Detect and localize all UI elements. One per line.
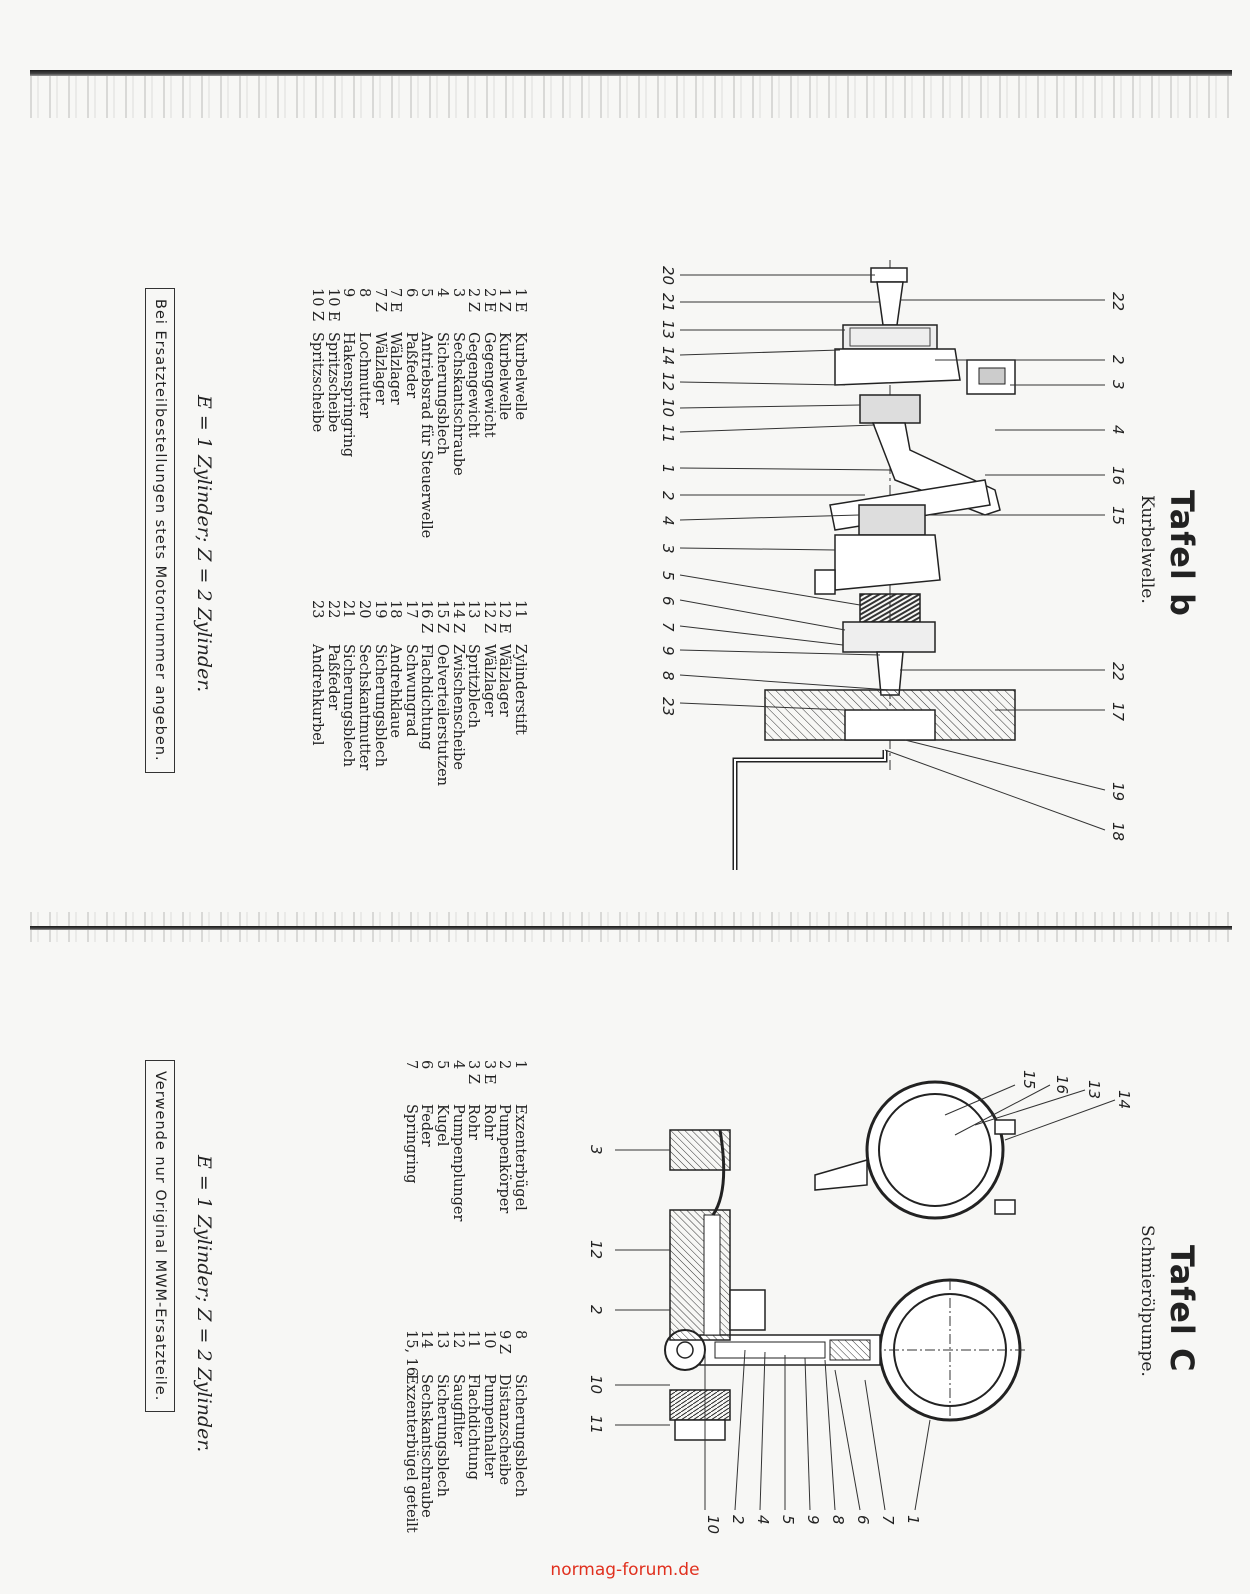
part-row: 2 Z Gegengewicht xyxy=(465,288,482,438)
part-row: 13 Spritzblech xyxy=(465,600,482,729)
callout: 9 xyxy=(659,646,677,656)
callout: 5 xyxy=(779,1515,797,1525)
callout: 12 xyxy=(587,1240,605,1260)
callout: 6 xyxy=(854,1515,872,1525)
callout: 12 xyxy=(659,372,677,392)
scan-edge-top xyxy=(30,70,1232,76)
crankshaft-drawing xyxy=(655,150,1135,910)
callout: 8 xyxy=(659,671,677,681)
part-row: 3 Z Rohr xyxy=(465,1060,482,1140)
part-row: 19 Sicherungsblech xyxy=(371,600,388,767)
part-row: 12 Z Wälzlager xyxy=(480,600,497,717)
tafel-b-parts-left xyxy=(309,288,527,538)
part-row: 15, 16 Exzenterbügel geteilt xyxy=(402,1330,419,1533)
part-row: 2 Pumpenkörper xyxy=(496,1060,513,1214)
tafel-b-box-note: Bei Ersatzteilbestellungen stets Motornummer angeben. xyxy=(145,288,175,773)
callout: 10 xyxy=(659,398,677,418)
tafel-b-title: Tafel b xyxy=(1163,490,1201,617)
callout: 22 xyxy=(1109,292,1127,312)
part-row: 15 Z Oelverteilerstutzen xyxy=(434,600,451,786)
callout: 4 xyxy=(1109,425,1127,435)
site-watermark: normag-forum.de xyxy=(550,1560,700,1580)
callout: 13 xyxy=(1085,1080,1103,1100)
part-row: 7 Springring xyxy=(402,1060,419,1184)
part-row: 4 Sicherungsblech xyxy=(434,288,451,455)
part-row: 7 Z Wälzlager xyxy=(371,288,388,405)
callout: 2 xyxy=(587,1305,605,1315)
callout: 11 xyxy=(587,1415,605,1435)
tafel-c-parts-right xyxy=(402,1330,527,1533)
callout: 11 xyxy=(659,424,677,444)
callout: 3 xyxy=(587,1145,605,1155)
tafel-c-page xyxy=(125,1040,1215,1580)
callout: 13 xyxy=(659,320,677,340)
part-row: 21 Sicherungsblech xyxy=(340,600,357,767)
callout: 3 xyxy=(659,544,677,554)
part-row: 23 Andrehkurbel xyxy=(309,600,326,746)
part-row: 6 Feder xyxy=(418,1060,435,1147)
callout: 4 xyxy=(754,1515,772,1525)
part-row: 3 Sechskantschraube xyxy=(449,288,466,476)
part-row: 2 E Gegengewicht xyxy=(480,288,497,438)
page-fold-line xyxy=(30,926,1232,930)
part-row: 3 E Rohr xyxy=(480,1060,497,1140)
callout: 2 xyxy=(729,1515,747,1525)
part-row: 14 Sechskantschraube xyxy=(418,1330,435,1518)
tafel-b-page xyxy=(125,150,1215,910)
tafel-b-formula: E = 1 Zylinder; Z = 2 Zylinder. xyxy=(193,395,215,693)
part-row: 10 E Spritzscheibe xyxy=(324,288,341,433)
tafel-c-formula: E = 1 Zylinder; Z = 2 Zylinder. xyxy=(193,1155,215,1453)
callout: 23 xyxy=(659,697,677,717)
callout: 17 xyxy=(1109,702,1127,722)
part-row: 17 Schwungrad xyxy=(402,600,419,737)
callout: 20 xyxy=(659,266,677,286)
part-row: 1 E Kurbelwelle xyxy=(512,288,528,421)
part-row: 7 E Wälzlager xyxy=(387,288,404,405)
callout: 2 xyxy=(1109,355,1127,365)
callout: 15 xyxy=(1109,506,1127,526)
callout: 1 xyxy=(904,1515,922,1525)
part-row: 1 Exzenterbügel xyxy=(512,1060,528,1211)
part-row: 20 Sechskantmutter xyxy=(356,600,373,771)
part-row: 13 Sicherungsblech xyxy=(434,1330,451,1497)
part-row: 1 Z Kurbelwelle xyxy=(496,288,513,421)
part-row: 4 Pumpenplunger xyxy=(449,1060,466,1222)
callout: 19 xyxy=(1109,782,1127,802)
callout: 9 xyxy=(804,1515,822,1525)
part-row: 11 Flachdichtung xyxy=(465,1330,482,1480)
tafel-c-parts-left xyxy=(402,1060,527,1221)
part-row: 12 E Wälzlager xyxy=(496,600,513,717)
callout: 2 xyxy=(659,491,677,501)
part-row: 12 Saugfilter xyxy=(449,1330,466,1447)
part-row: 22 Paßfeder xyxy=(324,600,341,711)
part-row: 8 Lochmutter xyxy=(356,288,373,419)
callout: 16 xyxy=(1109,466,1127,486)
part-row: 8 Sicherungsblech xyxy=(512,1330,528,1497)
part-row: 10 Pumpenhalter xyxy=(480,1330,497,1479)
tafel-b-subtitle: Kurbelwelle. xyxy=(1137,495,1157,604)
part-row: 10 Z Spritzscheibe xyxy=(309,288,326,433)
callout: 21 xyxy=(659,293,677,313)
oil-pump-drawing xyxy=(545,1040,1125,1580)
tafel-c-callouts-right xyxy=(700,1515,925,1534)
callout: 5 xyxy=(659,571,677,581)
part-row: 11 Zylinderstift xyxy=(512,600,528,735)
tafel-c-subtitle: Schmierölpumpe. xyxy=(1137,1225,1157,1377)
callout: 8 xyxy=(829,1515,847,1525)
callout: 10 xyxy=(587,1375,605,1395)
callout: 7 xyxy=(879,1515,897,1525)
part-row: 6 Paßfeder xyxy=(402,288,419,399)
part-row: 18 Andrehklaue xyxy=(387,600,404,738)
callout: 6 xyxy=(659,596,677,606)
callout: 16 xyxy=(1053,1075,1071,1095)
callout: 1 xyxy=(659,464,677,474)
scan-noise-top xyxy=(30,74,1232,118)
callout: 3 xyxy=(1109,380,1127,390)
tafel-c-title: Tafel C xyxy=(1163,1245,1201,1373)
part-row: 5 Kugel xyxy=(434,1060,451,1147)
callout: 10 xyxy=(704,1515,722,1535)
part-row: 9 Z Distanzscheibe xyxy=(496,1330,513,1486)
part-row: 9 Hakenspringring xyxy=(340,288,357,458)
part-row: 14 Z Zwischenscheibe xyxy=(449,600,466,770)
callout: 4 xyxy=(659,516,677,526)
tafel-b-parts-right xyxy=(309,600,527,786)
part-row: 5 Antriebsrad für Steuerwelle xyxy=(418,288,435,539)
part-row: 16 Z Flachdichtung xyxy=(418,600,435,750)
callout: 15 xyxy=(1020,1070,1038,1090)
callout: 14 xyxy=(1115,1090,1133,1110)
callout: 18 xyxy=(1109,822,1127,842)
tafel-c-box-note: Verwende nur Original MWM-Ersatzteile. xyxy=(145,1060,175,1412)
callout: 14 xyxy=(659,346,677,366)
callout: 22 xyxy=(1109,662,1127,682)
callout: 7 xyxy=(659,622,677,632)
